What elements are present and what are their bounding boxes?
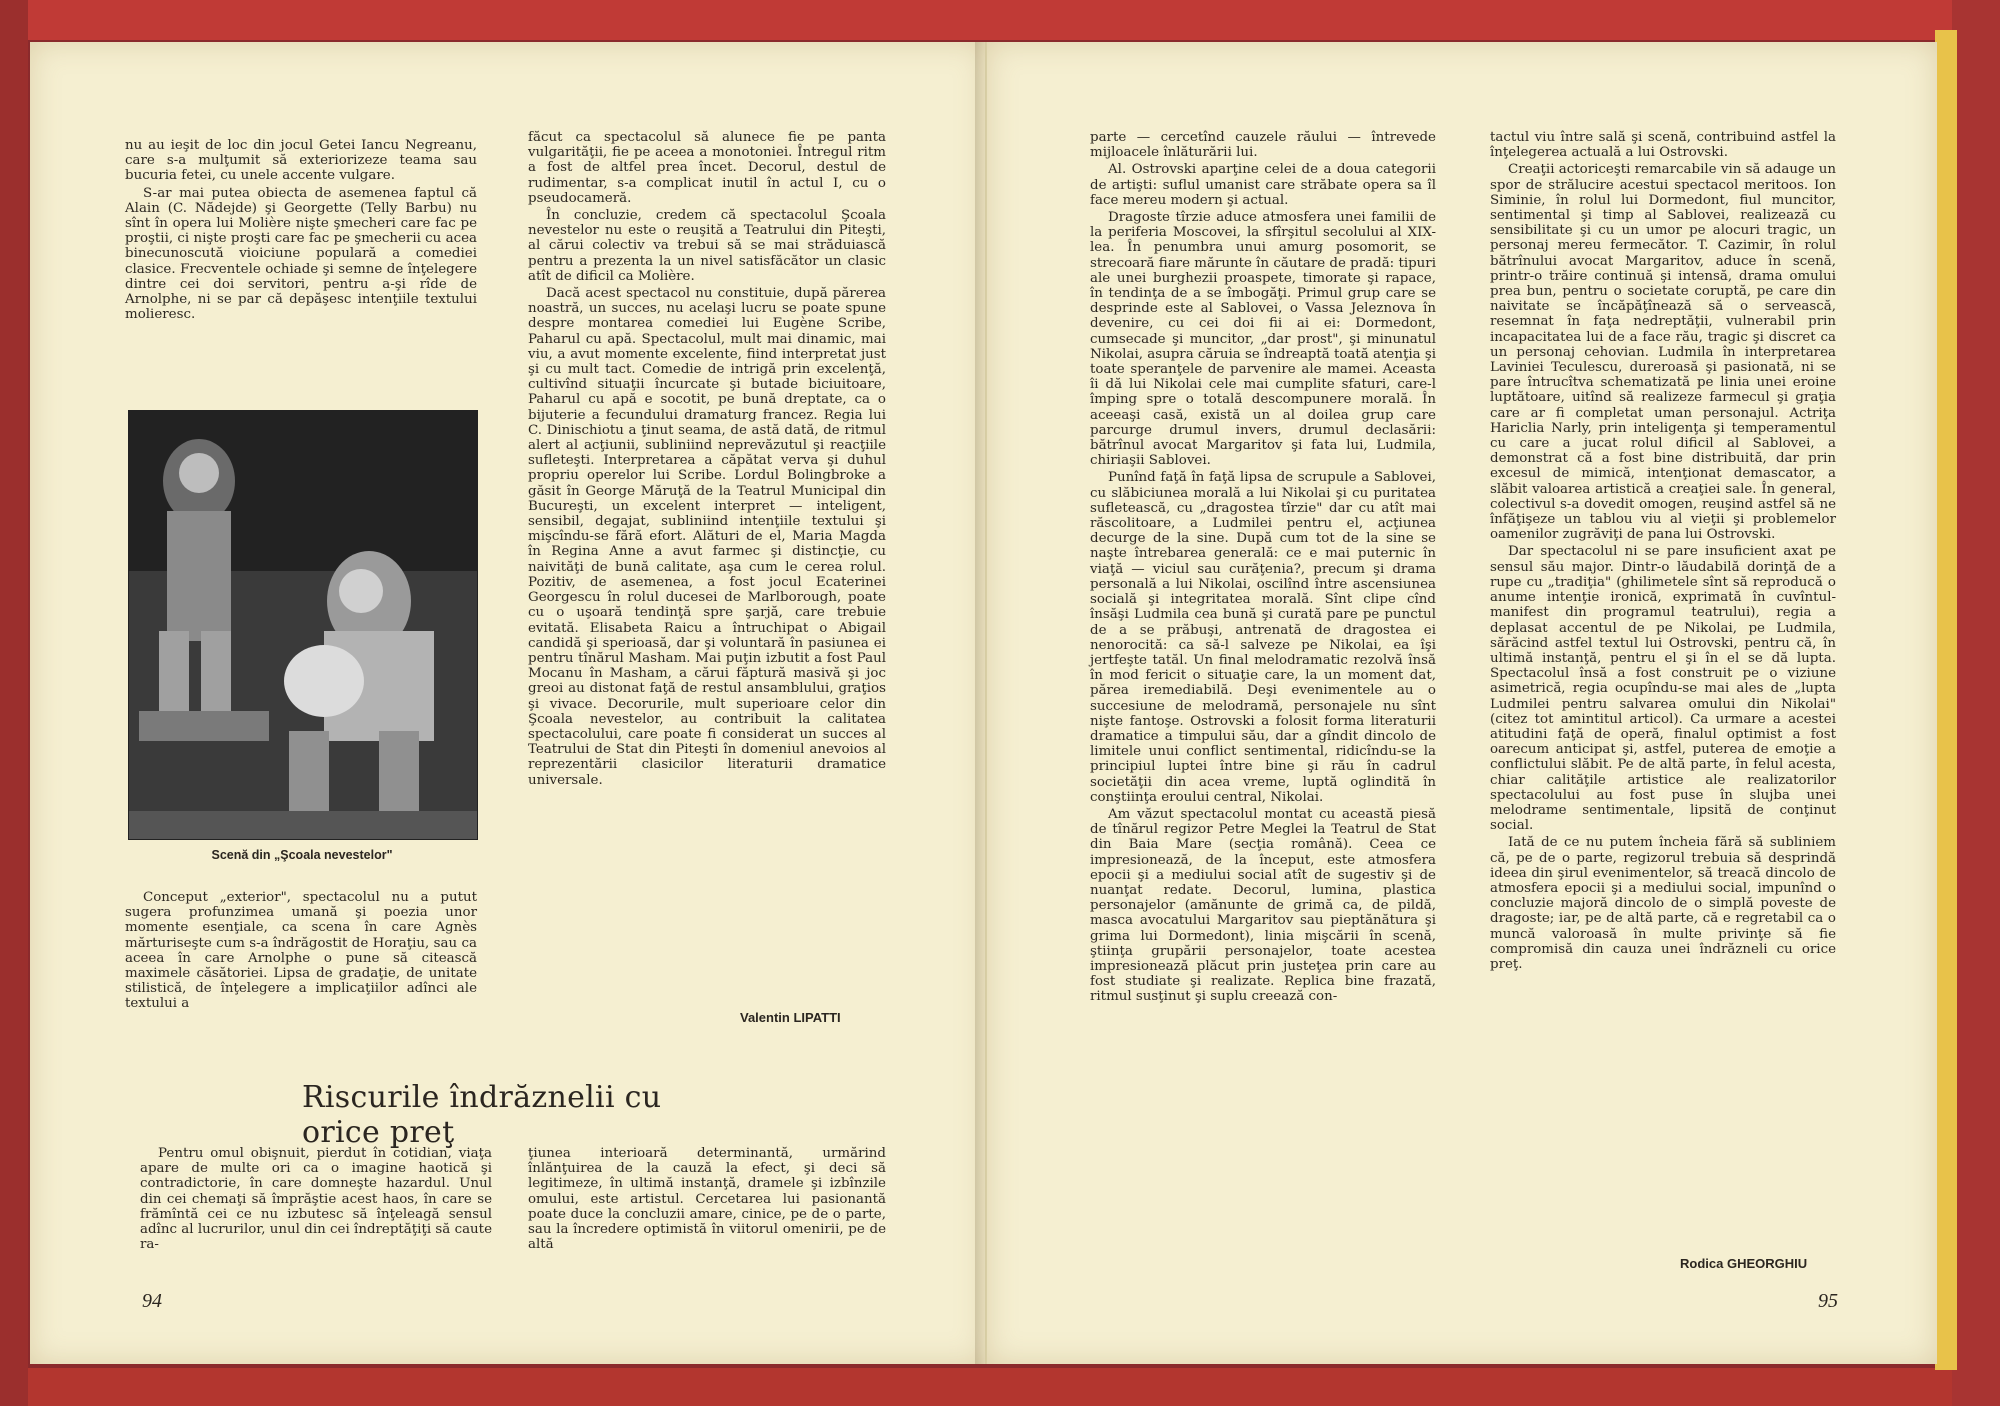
paragraph: Creaţii actoriceşti remarcabile vin să adauge un spor de strălucire acestui spectacol meritoos. Ion Siminie, în rolul lui Dormedont, fiul muncitor, sentimental şi timp al Sablovei, realizează cu sensibilitate şi cu un umor pe alocuri tragic, un personaj mereu fermecător. T. Cazimir, în rolul bătrînului avocat Margaritov, aduce în scenă, printr-o trăire continuă şi intensă, drama omului prea bun, pentru o societate coruptă, pe care din naivitate se încăpăţînează să o servească, resemnat în faţa nedreptăţii, vulnerabil prin incapacitatea lui de a face rău, tragic şi discret ca un personaj cehovian. Ludmila în interpretarea Laviniei Teculescu, dureroasă şi pasionată, ni se pare întrucîtva schematizată pe linia unei eroine luptătoare, uitînd să realizeze farmecul şi graţia care ar fi completat uman personajul. Actriţa Hariclia Narly, prin inteligenţa şi temperamentul cu care a jucat rolul dificil al Sablovei, a demonstrat că a fost bine distribuită, dar prin excesul de mimică, intenţionat demascator, a slăbit valoarea artistică a creaţiei sale. În general, colectivul s-a dovedit omogen, reuşind astfel să ne înfăţişeze un tablou viu al vieţii şi problemelor oamenilor zugrăviţi de pana lui Ostrovski. <box>1490 162 1836 543</box>
paragraph: Pentru omul obişnuit, pierdut în cotidian, viaţa apare de multe ori ca o imagine haotică şi contradictorie, în care domneşte hazardul. Unul din cei chemaţi să împrăştie acest haos, în care se frămîntă cei ce nu izbutesc să înţeleagă sensul adînc al lucrurilor, unul din cei îndreptăţiţi să caute ra- <box>140 1146 492 1253</box>
article-headline: Riscurile îndrăznelii cu orice preţ <box>302 1080 662 1150</box>
photo-illustration <box>129 411 477 839</box>
page-edge-bookmark <box>1935 30 1957 1370</box>
paragraph: parte — cercetînd cauzele răului — întrevede mijloacele înlăturării lui. <box>1090 130 1436 161</box>
left-col2-text <box>528 130 886 790</box>
paragraph: Iată de ce nu putem încheia fără să subliniem că, pe de o parte, regizorul trebuia să desprindă ideea din şirul evenimentelor, să treacă dincolo de atmosfera epocii şi a mediului social, impunînd o concluzie majoră dincolo de o simplă poveste de dragoste; iar, pe de altă parte, că e regretabil ca o muncă valoroasă în multe privinţe să fie compromisă din cauza unei îndrăzneli cu orice preţ. <box>1490 835 1836 972</box>
article-signature: Valentin LIPATTI <box>740 1010 841 1025</box>
right-col1-text <box>1090 130 1436 1007</box>
paragraph: Am văzut spectacolul montat cu această piesă de tînărul regizor Petre Meglei la Teatrul de Stat din Baia Mare (secţia română). Ceea ce impresionează, de la început, este atmosfera epocii şi a mediului social atît de sugestiv şi de nuanţat redate. Decorul, lumina, plastica personajelor (amănunte de grimă ca, de pildă, masca avocatului Margaritov sau pieptănătura şi grima lui Dormedont), linia mişcării în scenă, ştiinţa grupării personajelor, toate acestea impresionează plăcut prin justeţea prin care au fost studiate şi realizate. Replica bine frazată, ritmul susţinut şi suplu creează con- <box>1090 806 1436 1005</box>
page-number: 95 <box>1818 1290 1838 1312</box>
paragraph: Dar spectacolul ni se pare insuficient axat pe sensul său major. Dintr-o lăudabilă dorinţă de a rupe cu „tradiţia" (ghilimetele sînt să reproducă o anume intenţie ironică, exprimată în cuvîntul-manifest din programul teatrului), regia a deplasat accentul de pe Nikolai, pe Ludmila, sărăcind astfel textul lui Ostrovski, pentru că, în ultimă instanţă, pentru el şi în el se dă lupta. Spectacolul însă a fost construit pe o viziune asimetrică, regia ocupîndu-se mai ales de „lupta Ludmilei pentru salvarea omului din Nikolai" (citez tot amintitul articol). Ca urmare a acestei atitudini faţă de operă, finalul optimist a fost oarecum anticipat şi, astfel, puterea de emoţie a conflictului slăbit. Pe de altă parte, în felul acesta, chiar calităţile artistice ale realizatorilor spectacolului au fost puse în slujba unei melodrame sentimentale, lipsită de conţinut social. <box>1490 544 1836 834</box>
left-bottom-col1-text <box>140 1146 492 1254</box>
photo-caption: Scenă din „Şcoala nevestelor" <box>211 848 393 862</box>
paragraph: Dragoste tîrzie aduce atmosfera unei familii de la periferia Moscovei, la sfîrşitul secolului al XIX-lea. În penumbra unui amurg posomorit, se strecoară fiare mărunte în căutare de pradă: tipuri ale unei burghezii proaspete, timorate şi rapace, în tendinţa de a se îmbogăţi. Primul grup care se desprinde este al Sablovei, o Vassa Jeleznova în devenire, cu cei doi fii ai ei: Dormedont, cumsecade şi muncitor, „dar prost", şi minunatul Nikolai, asupra căruia se îndreaptă toată atenţia şi toate speranţele de parvenire ale mamei. Aceasta îi dă lui Nikolai cele mai cumplite sfaturi, care-l împing spre o totală descompunere morală. În aceeaşi casă, există un al doilea grup care parcurge drumul invers, drumul declasării: bătrînul avocat Margaritov şi fata lui, Ludmila, chiriaşii Sablovei. <box>1090 210 1437 469</box>
paragraph: tactul viu între sală şi scenă, contribuind astfel la înţelegerea actuală a lui Ostrovski. <box>1490 130 1836 161</box>
page-number: 94 <box>142 1290 162 1312</box>
paragraph: Dacă acest spectacol nu constituie, după părerea noastră, un succes, nu acelaşi lucru se poate spune despre montarea comediei lui Eugène Scribe, Paharul cu apă. Spectacolul, mult mai dinamic, mai viu, a avut momente excelente, fiind interpretat just şi cu mult tact. Comedie de intrigă prin excelenţă, cultivînd situaţii încurcate şi butade biciuitoare, Paharul cu apă e socotit, pe bună dreptate, ca o bijuterie a fecundului dramaturg francez. Regia lui C. Dinischiotu a ţinut seama, de astă dată, de ritmul alert al acţiunii, subliniind neprevăzutul şi reacţiile sufleteşti. Interpretarea a căpătat verva şi duhul propriu operelor lui Scribe. Lordul Bolingbroke a găsit în George Măruţă de la Teatrul Municipal din Bucureşti, un excelent interpret — inteligent, sensibil, degajat, subliniind intenţiile textului şi mişcîndu-se fără efort. Alături de el, Maria Magda în Regina Anne a avut farmec şi distincţie, cu naivităţi de bună calitate, aşa cum le cerea rolul. Pozitiv, de asemenea, a fost jocul Ecaterinei Georgescu în rolul ducesei de Marlborough, poate cu o uşoară tendinţă spre şarjă, care trebuie evitată. Elisabeta Raicu a întruchipat o Abigail candidă şi sperioasă, dar şi voluntară în pasiunea ei pentru tînărul Masham. Mai puţin izbutit a fost Paul Mocanu în Masham, a cărui făptură masivă şi joc greoi au distonat faţă de restul ansamblului, graţios şi vivace. Decorurile, mult superioare celor din Şcoala nevestelor, au contribuit la calitatea spectacolului, care poate fi considerat un succes al Teatrului de Stat din Piteşti în domeniul anevoios al reprezentării clasicilor literaturii dramatice universale. <box>528 286 886 788</box>
paragraph: S-ar mai putea obiecta de asemenea faptul că Alain (C. Nădejde) şi Georgette (Telly Barbu) nu sînt în opera lui Molière nişte şmecheri care fac pe proştii, ci nişte proşti care fac pe şmecherii cu acea binecunoscută vioiciune populară a comediei clasice. Frecventele ochiade şi semne de înţelegere dintre cei doi servitori, pentru a-şi rîde de Arnolphe, ni se par că depăşesc intenţiile textului molieresc. <box>125 185 477 323</box>
right-col2-text <box>1490 130 1836 974</box>
paragraph: Al. Ostrovski aparţine celei de a doua categorii de artişti: suflul umanist care străbate opera sa îl face mereu modern şi actual. <box>1090 162 1436 208</box>
book-cover-left <box>0 0 28 1406</box>
left-bottom-col2-text <box>528 1146 886 1254</box>
book-cover-right <box>1952 0 2000 1406</box>
article-signature: Rodica GHEORGHIU <box>1680 1256 1808 1271</box>
theatre-scene-photo <box>128 410 478 840</box>
paragraph: făcut ca spectacolul să alunece fie pe panta vulgarităţii, fie pe aceea a monotoniei. Întregul ritm a fost de altfel prea încet. Decorul, destul de rudimentar, s-a complicat inutil în actul I, cu o pseudocameră. <box>528 130 886 206</box>
left-col1-top-text <box>125 138 477 324</box>
paragraph: Conceput „exterior", spectacolul nu a putut sugera profunzimea umană şi poezia unor momente esenţiale, ca scena în care Agnès mărturiseşte cum s-a îndrăgostit de Horaţiu, sau ca aceea în care Arnolphe o pune să citească maximele căsătoriei. Lipsa de gradaţie, de unitate stilistică, de înţelegere a implicaţiilor adînci ale textului a <box>125 890 477 1012</box>
left-col1-bottom-text <box>125 890 477 1014</box>
paragraph: ţiunea interioară determinantă, urmărind înlănţuirea de la cauză la efect, şi deci să legitimeze, în ultimă instanţă, dramele şi izbînzile omului, este artistul. Cercetarea lui pasionantă poate duce la concluzii amare, cinice, pe de o parte, sau la încredere optimistă în viitorul omenirii, pe de altă <box>528 1146 886 1253</box>
paragraph: nu au ieşit de loc din jocul Getei Iancu Negreanu, care s-a mulţumit să exteriorizeze teama sau bucuria fetei, cu unele accente vulgare. <box>125 138 477 184</box>
paragraph: În concluzie, credem că spectacolul Şcoala nevestelor nu este o reuşită a Teatrului din Piteşti, al cărui colectiv va trebui să se mai străduiască pentru a prezenta la un nivel satisfăcător un clasic atît de dificil ca Molière. <box>528 208 886 284</box>
paragraph: Punînd faţă în faţă lipsa de scrupule a Sablovei, cu slăbiciunea morală a lui Nikolai şi cu puritatea sufletească, cu „dragostea tîrzie" dar cu atît mai răscolitoare, a Ludmilei pentru el, acţiunea decurge de la sine. După cum tot de la sine se naşte întrebarea generală: ce e mai puternic în viaţă — viciul sau curăţenia?, precum şi drama personală a lui Nikolai, oscilînd între ascensiunea socială şi integritatea morală. Sînt clipe cînd însăşi Ludmila cea bună şi curată pare pe punctul de a se prăbuşi, antrenată de dragostea ei nenorocită: ca să-l salveze pe Nikolai, ea îşi jertfeşte tatăl. Un final melodramatic rezolvă însă în mod fericit o situaţie care, la un moment dat, părea iremediabilă. Deşi evenimentele au o succesiune de melodramă, personajele nu sînt nişte fantoşe. Ostrovski a folosit forma literaturii dramatice a timpului său, dar a gîndit dincolo de limitele unui conflict sentimental, ridicîndu-se la principiul luptei între bine şi rău în cadrul societăţii din acea vreme, luptă oglindită în conştiinţa eroului central, Nikolai. <box>1090 470 1436 805</box>
book-cover-top <box>0 0 2000 40</box>
book-cover-bottom <box>0 1368 2000 1406</box>
